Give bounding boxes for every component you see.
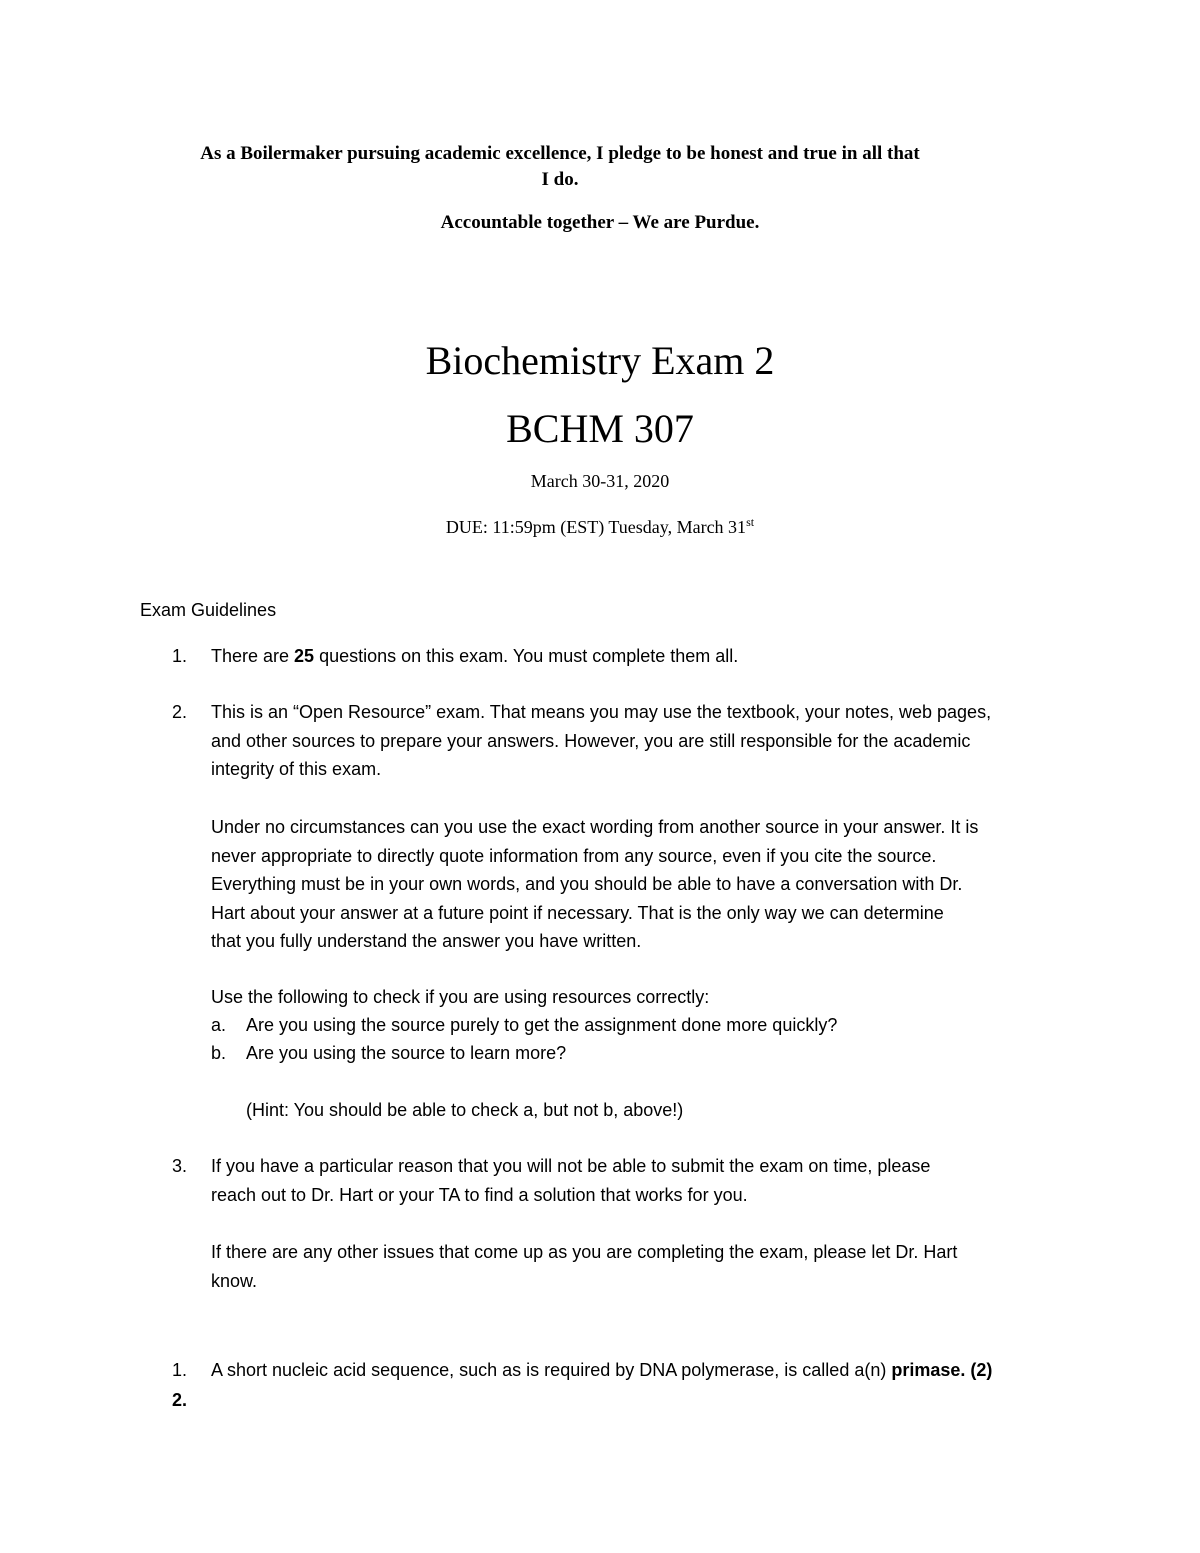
guideline-2-line: integrity of this exam.: [211, 759, 382, 779]
guideline-2-line: and other sources to prepare your answers. However, you are still responsible for the academic: [211, 730, 971, 751]
paragraph-line: know.: [211, 1270, 258, 1291]
check-a-label: a.: [211, 1015, 227, 1035]
exam-dates: March 30-31, 2020: [530, 471, 670, 491]
question-1-prompt: A short nucleic acid sequence, such as is required by DNA polymerase, is called a(n): [211, 1360, 892, 1380]
guideline-1-text: [211, 642, 1071, 671]
due-date: [0, 510, 1200, 539]
pledge-line-2: I do.: [541, 169, 579, 190]
due-date-text: DUE: 11:59pm (EST) Tuesday, March 31: [445, 517, 747, 537]
guideline-2-number: 2.: [172, 702, 188, 722]
guidelines-heading: Exam Guidelines: [140, 600, 277, 620]
check-a-text: Are you using the source purely to get the assignment done more quickly?: [246, 1015, 838, 1035]
guideline-2-wording-paragraph: [211, 813, 1071, 956]
question-1-text: [211, 1356, 1111, 1385]
guideline-3-number: 3.: [172, 1156, 188, 1176]
paragraph-line: If there are any other issues that come up as you are completing the exam, please let Dr. Hart: [211, 1242, 958, 1262]
paragraph-line: Under no circumstances can you use the exact wording from another source in your answer. It is: [211, 817, 979, 837]
check-b-text: Are you using the source to learn more?: [246, 1043, 567, 1063]
guideline-1-number: 1.: [172, 646, 188, 666]
question-1-number: 1.: [172, 1360, 188, 1380]
question-2-number: 2.: [172, 1390, 188, 1410]
paragraph-line: Everything must be in your own words, and you should be able to have a conversation with Dr.: [211, 874, 963, 894]
course-code: BCHM 307: [506, 406, 694, 451]
guideline-1-pre: There are: [211, 646, 295, 666]
guideline-2-line: This is an “Open Resource” exam. That means you may use the textbook, your notes, web pages,: [211, 702, 992, 722]
question-count: 25: [294, 646, 315, 666]
check-hint: (Hint: You should be able to check a, but not b, above!): [246, 1100, 684, 1120]
guideline-1-post: questions on this exam. You must complete them all.: [314, 646, 739, 666]
guideline-3-issues-paragraph: [211, 1238, 1071, 1295]
exam-title: Biochemistry Exam 2: [425, 338, 775, 383]
guideline-3-line: If you have a particular reason that you will not be able to submit the exam on time, please: [211, 1156, 931, 1176]
honor-pledge: [140, 141, 980, 193]
guideline-3-line: reach out to Dr. Hart or your TA to find a solution that works for you.: [211, 1184, 748, 1205]
question-1-answer: primase.: [891, 1360, 966, 1380]
due-date-suffix: st: [746, 515, 755, 529]
paragraph-line: Hart about your answer at a future point if necessary. That is the only way we can determine: [211, 902, 944, 923]
guideline-2-text: [211, 698, 1071, 784]
pledge-motto: Accountable together – We are Purdue.: [440, 212, 760, 233]
guideline-3-text: [211, 1152, 1071, 1209]
paragraph-line: never appropriate to directly quote information from any source, even if you cite the source.: [211, 845, 937, 866]
check-intro: Use the following to check if you are using resources correctly:: [211, 987, 710, 1007]
pledge-line-1: As a Boilermaker pursuing academic excellence, I pledge to be honest and true in all that: [200, 143, 920, 164]
question-1-points: (2): [965, 1360, 993, 1380]
paragraph-line: that you fully understand the answer you have written.: [211, 931, 642, 951]
check-b-label: b.: [211, 1043, 227, 1063]
